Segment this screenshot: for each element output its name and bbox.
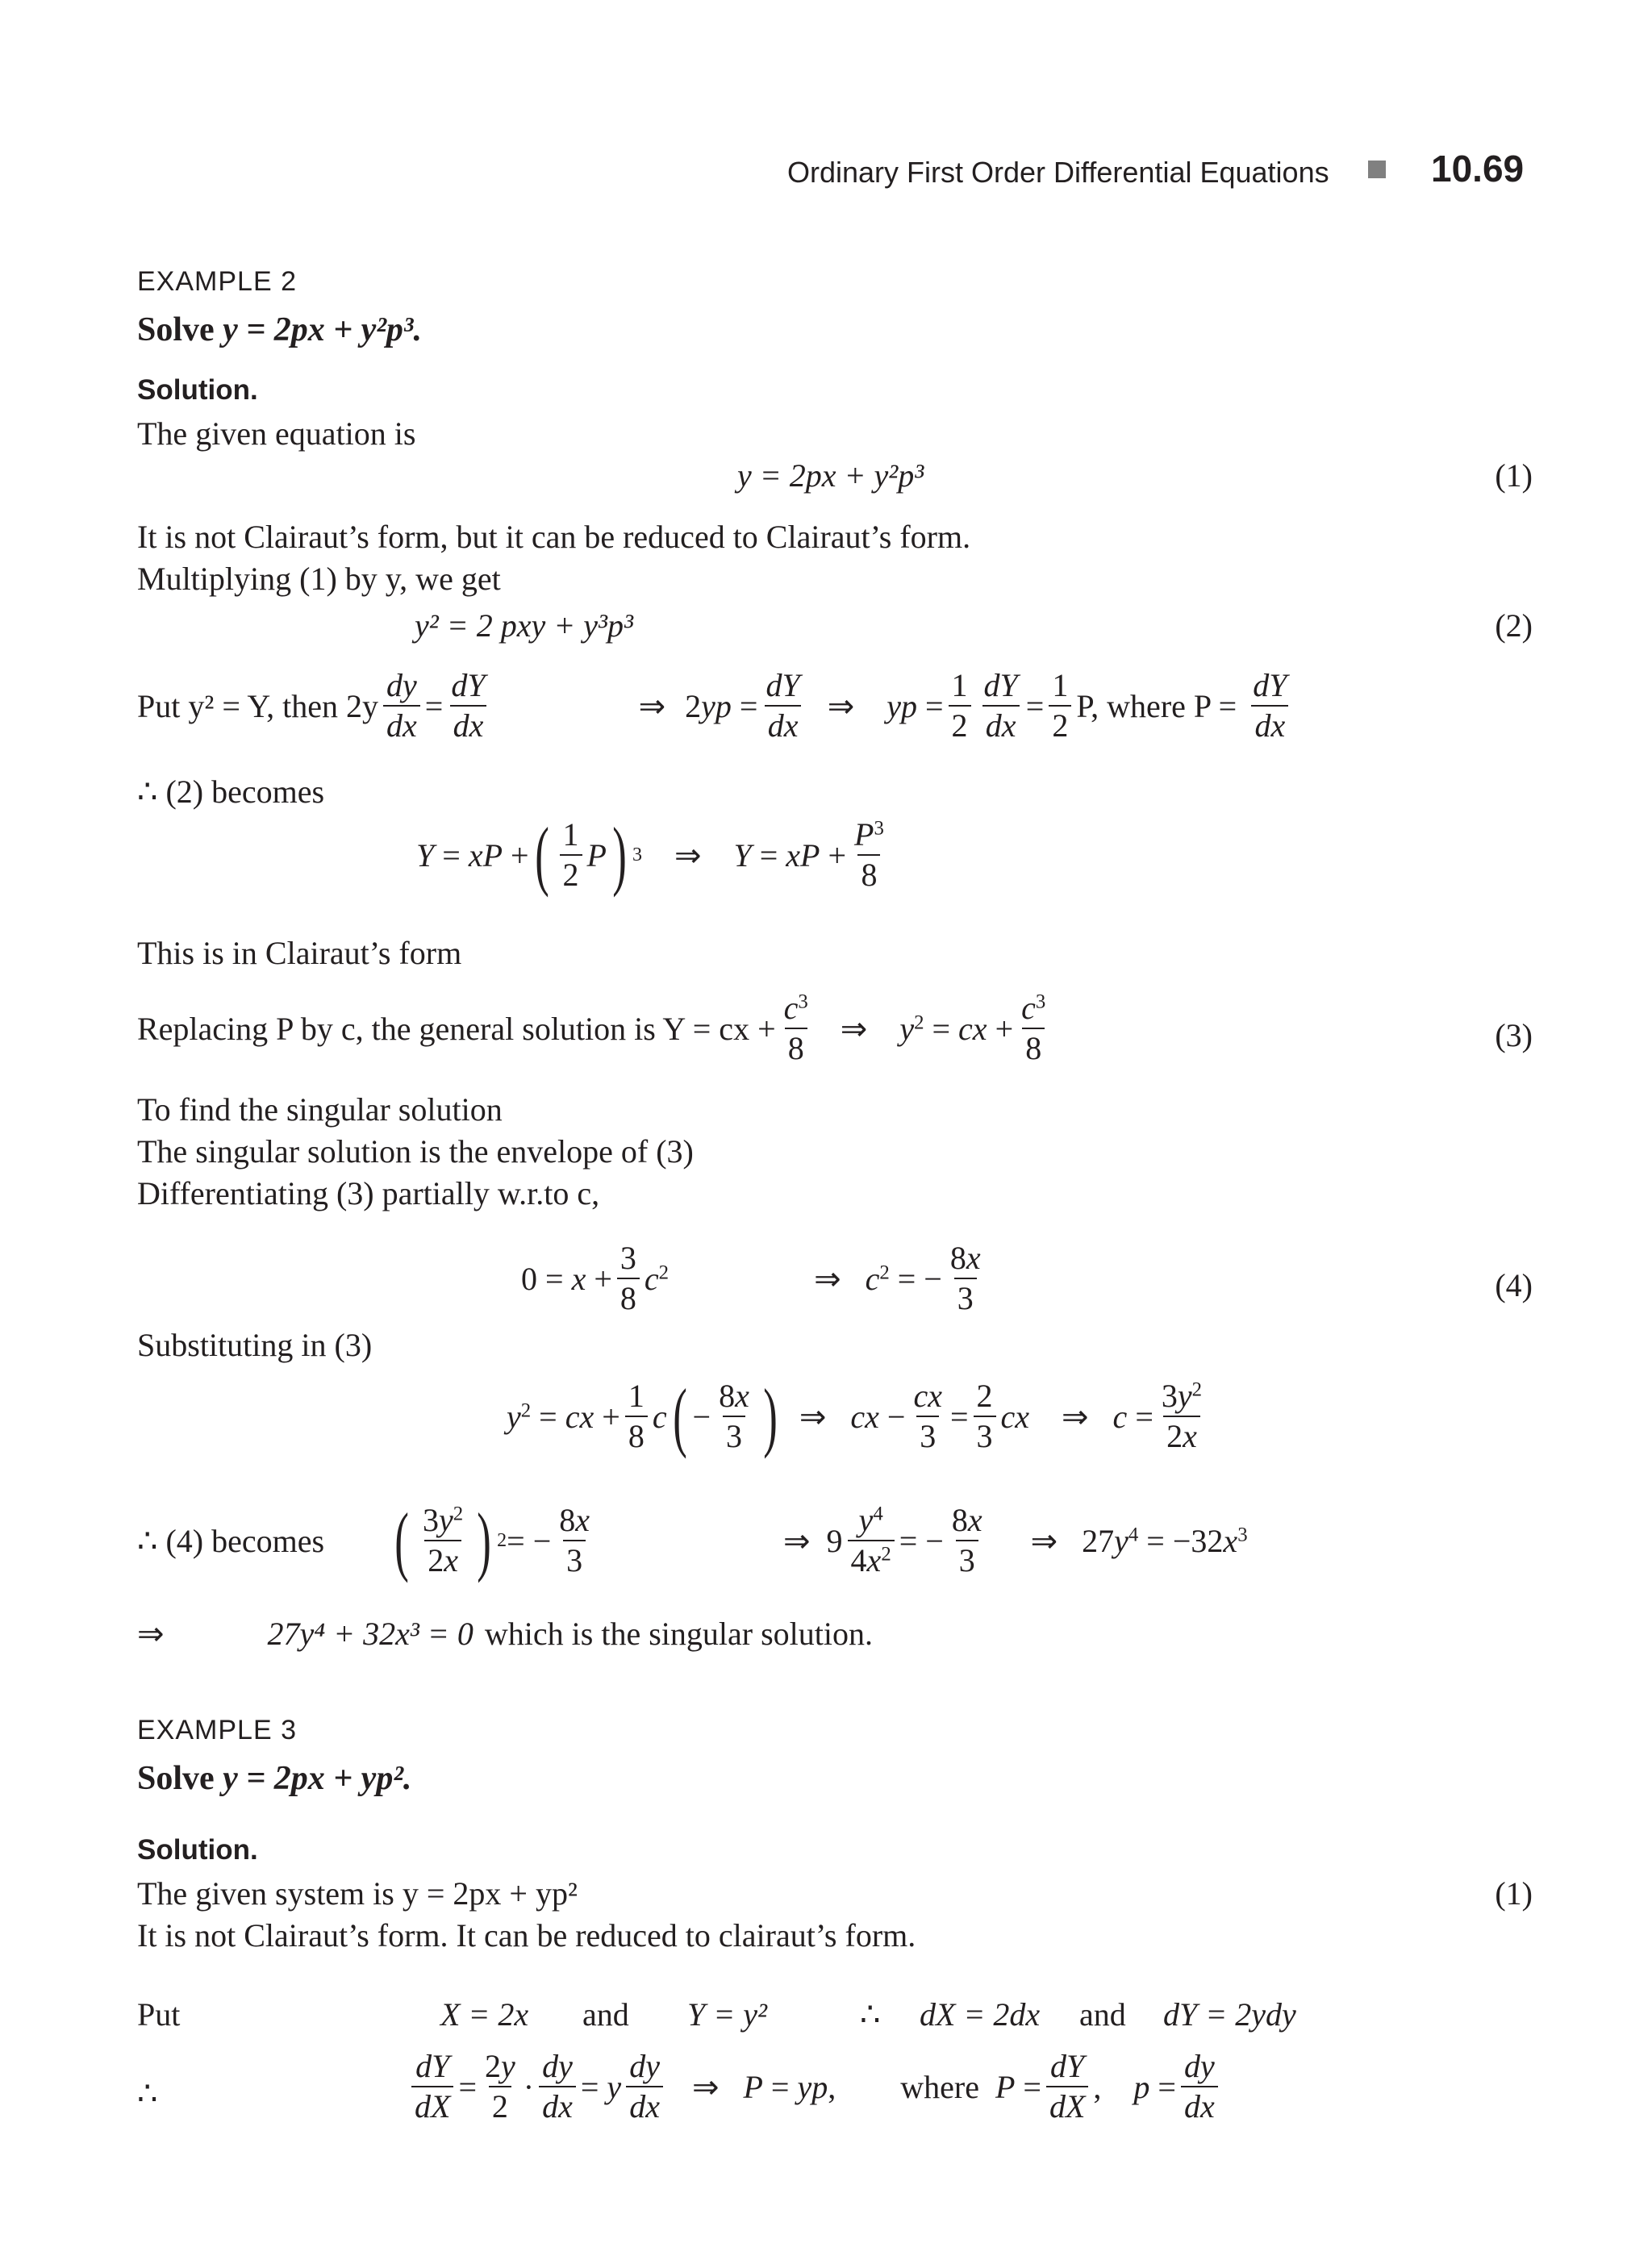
implies-arrow: ⇒ — [674, 836, 702, 874]
final-text: which is the singular solution. — [484, 1616, 873, 1652]
fraction-half-2: $\frac{1}{2}$ — [1049, 669, 1071, 742]
final-equation: 27y⁴ + 32x³ = 0 — [267, 1616, 473, 1652]
ex2-differentiated-equation: 0 = x + $\frac{3}{8}$ $c^2$ ⇒ $c^2$ = − $\frac{8x}{3}$ — [521, 1242, 989, 1315]
ex3-therefore-2: ∴ — [137, 2075, 158, 2112]
example-3-problem — [137, 1762, 411, 1795]
ex2-eq-number-2: (2) — [1495, 607, 1533, 644]
ex3-eq-number-1: (1) — [1495, 1875, 1533, 1912]
fraction-dY-dX: $\frac{dY}{dX}$ — [411, 2050, 453, 2123]
where-label: where — [900, 2068, 979, 2105]
ex2-substitution-line: Put y² = Y, then 2y $\frac{dy}{dx}$ = $\frac{dY}{dx}$ ⇒ 2yp = $\frac{dY}{dx}$ ⇒ yp = $\frac{1}{2}$ $\frac{dY}{dx}$ = $\frac{1}{2}$ P, where P = $\frac{dY}{dx}$ — [137, 669, 1295, 742]
ex2-line-multiplying: Multiplying (1) by y, we get — [137, 561, 501, 597]
fraction-3-8: $\frac{3}{8}$ — [617, 1242, 640, 1315]
implies-arrow: ⇒ — [840, 1010, 868, 1047]
fraction-8x-3: $\frac{8x}{3}$ — [949, 1240, 981, 1316]
ex2-clairaut-equation: Y = xP + ( $\frac{1}{2}$ P ) 3 ⇒ Y = xP + $\frac{P^3}{8}$ — [416, 816, 892, 894]
fraction-dY-dx: $\frac{dY}{dx}$ — [451, 667, 486, 744]
implies-arrow: ⇒ — [691, 2068, 720, 2105]
fraction-dy-dx-d: $\frac{dy}{dx}$ — [1181, 2050, 1218, 2123]
implies-arrow: ⇒ — [783, 1522, 811, 1559]
becomes-4-text: ∴ (4) becomes — [137, 1522, 325, 1559]
where-text: P, where P = — [1076, 687, 1237, 724]
ex3-and-1: and — [582, 1996, 629, 2033]
implies-arrow: ⇒ — [1062, 1398, 1089, 1435]
problem-equation: y = 2px + y²p³. — [223, 311, 423, 348]
ex3-put-eq-2: Y = y² — [687, 1996, 767, 2033]
ex3-put-label: Put — [137, 1996, 181, 2033]
ex2-equation-2: y² = 2 pxy + y³p³ — [415, 607, 633, 644]
fraction-dy-dx-c: $\frac{dy}{dx}$ — [626, 2050, 663, 2123]
ex2-singular-1: To find the singular solution — [137, 1091, 503, 1128]
ex3-line-given: The given system is y = 2px + yp² — [137, 1875, 578, 1912]
fraction-half: $\frac{1}{2}$ — [949, 669, 971, 742]
fraction-dY-dX-b: $\frac{dY}{dX}$ — [1046, 2050, 1088, 2123]
ex2-singular-2: The singular solution is the envelope of (3) — [137, 1133, 694, 1170]
fraction-2y-2: $\frac{2y}{2}$ — [485, 2048, 515, 2125]
example-2-heading: EXAMPLE 2 — [137, 266, 297, 297]
ex3-put-eq-4: dY = 2ydy — [1163, 1996, 1296, 2033]
ex3-and-2: and — [1079, 1996, 1126, 2033]
fraction-3y2-2x: $\frac{3y^2}{2x}$ — [1161, 1378, 1203, 1454]
fraction-dY-dx-4: $\frac{dY}{dx}$ — [1253, 667, 1287, 744]
put-text: Put y² = Y, then 2y — [137, 687, 379, 724]
fraction-c3-8-2: $\frac{c^3}{8}$ — [1021, 990, 1046, 1066]
ex2-substitution-equation: $y^2$ = cx + $\frac{1}{8}$ c ( − $\frac{8x}{3}$ ) ⇒ cx − $\frac{cx}{3}$ = $\frac{2}{3}$ cx ⇒ c = $\frac{3y^2}{2x}$ — [507, 1378, 1210, 1455]
fraction-y4-4x2: $\frac{y^4}{4x^2}$ — [848, 1504, 895, 1577]
ex3-line-not-clairaut: It is not Clairaut’s form. It can be reduced to clairaut’s form. — [137, 1917, 916, 1954]
example-3-solution-label: Solution. — [137, 1834, 258, 1866]
implies-arrow: ⇒ — [799, 1398, 827, 1435]
ex3-put-eq-3: dX = 2dx — [920, 1996, 1041, 2033]
fraction-8x-3-b: $\frac{8x}{3}$ — [559, 1502, 590, 1578]
implies-arrow: ⇒ — [814, 1260, 841, 1297]
fraction-dy-dx-b: $\frac{dy}{dx}$ — [539, 2050, 576, 2123]
ex2-eq-number-1: (1) — [1495, 457, 1533, 494]
ex2-becomes-2: ∴ (2) becomes — [137, 774, 325, 810]
fraction-P3-8: $\frac{P^3}{8}$ — [854, 816, 884, 893]
example-2-solution-label: Solution. — [137, 374, 258, 406]
ex2-final-line — [137, 1615, 873, 1653]
problem-prefix: Solve — [137, 1760, 223, 1797]
ex2-eq-number-4: (4) — [1495, 1267, 1533, 1303]
implies-arrow: ⇒ — [827, 687, 855, 724]
ex2-eq-number-3: (3) — [1495, 1017, 1533, 1053]
fraction-dY-dx-3: $\frac{dY}{dx}$ — [983, 667, 1018, 744]
example-2-problem — [137, 313, 422, 347]
ex2-general-solution-line: Replacing P by c, the general solution is Y = cx + $\frac{c^3}{8}$ ⇒ $y^2$ = cx + $\frac{c^3}{8}$ — [137, 992, 1053, 1065]
problem-prefix: Solve — [137, 311, 223, 348]
fraction-1-8: $\frac{1}{8}$ — [625, 1380, 648, 1453]
ex2-line-given: The given equation is — [137, 415, 416, 452]
fraction-2-3: $\frac{2}{3}$ — [974, 1380, 996, 1453]
ex2-substituting: Substituting in (3) — [137, 1327, 373, 1363]
problem-equation: y = 2px + yp². — [223, 1760, 412, 1797]
fraction-8x-3-c: $\frac{8x}{3}$ — [951, 1502, 982, 1578]
example-3-heading: EXAMPLE 3 — [137, 1715, 297, 1745]
header-square-icon — [1368, 161, 1386, 178]
ex3-put-eq-1: X = 2x — [440, 1996, 529, 2033]
ex2-equation-1: y = 2px + y²p³ — [737, 457, 924, 494]
implies-arrow: ⇒ — [638, 687, 666, 724]
ex2-clairaut-form-line: This is in Clairaut’s form — [137, 935, 462, 971]
ex2-becomes-4-line: ∴ (4) becomes ( $\frac{3y^2}{2x}$ ) 2 = − $\frac{8x}{3}$ ⇒ 9 $\frac{y^4}{4x^2}$ = − $\frac{8x}{3}$ ⇒ $27y^4 = -32x^3$ — [137, 1497, 1248, 1583]
ex2-singular-3: Differentiating (3) partially w.r.to c, — [137, 1175, 600, 1211]
implies-arrow: ⇒ — [137, 1616, 165, 1652]
ex3-therefore: ∴ — [860, 1996, 881, 2033]
ex3-derivative-line: $\frac{dY}{dX}$ = $\frac{2y}{2}$ · $\frac{dy}{dx}$ = y $\frac{dy}{dx}$ ⇒ P = yp, where P = $\frac{dY}{dX}$ , p = $\frac{dy}{dx}$ — [407, 2050, 1223, 2123]
running-header-title: Ordinary First Order Differential Equations — [787, 156, 1329, 189]
fraction-dy-dx: $\frac{dy}{dx}$ — [383, 669, 420, 742]
fraction-cx-3: $\frac{cx}{3}$ — [913, 1378, 942, 1454]
fraction-dY-dx-2: $\frac{dY}{dx}$ — [766, 667, 800, 744]
implies-arrow: ⇒ — [1030, 1522, 1058, 1559]
page-number: 10.69 — [1431, 148, 1525, 190]
fraction-c3-8: $\frac{c^3}{8}$ — [783, 990, 808, 1066]
replacing-text: Replacing P by c, the general solution is Y = cx + — [137, 1010, 776, 1047]
ex2-line-not-clairaut: It is not Clairaut’s form, but it can be reduced to Clairaut’s form. — [137, 519, 971, 555]
